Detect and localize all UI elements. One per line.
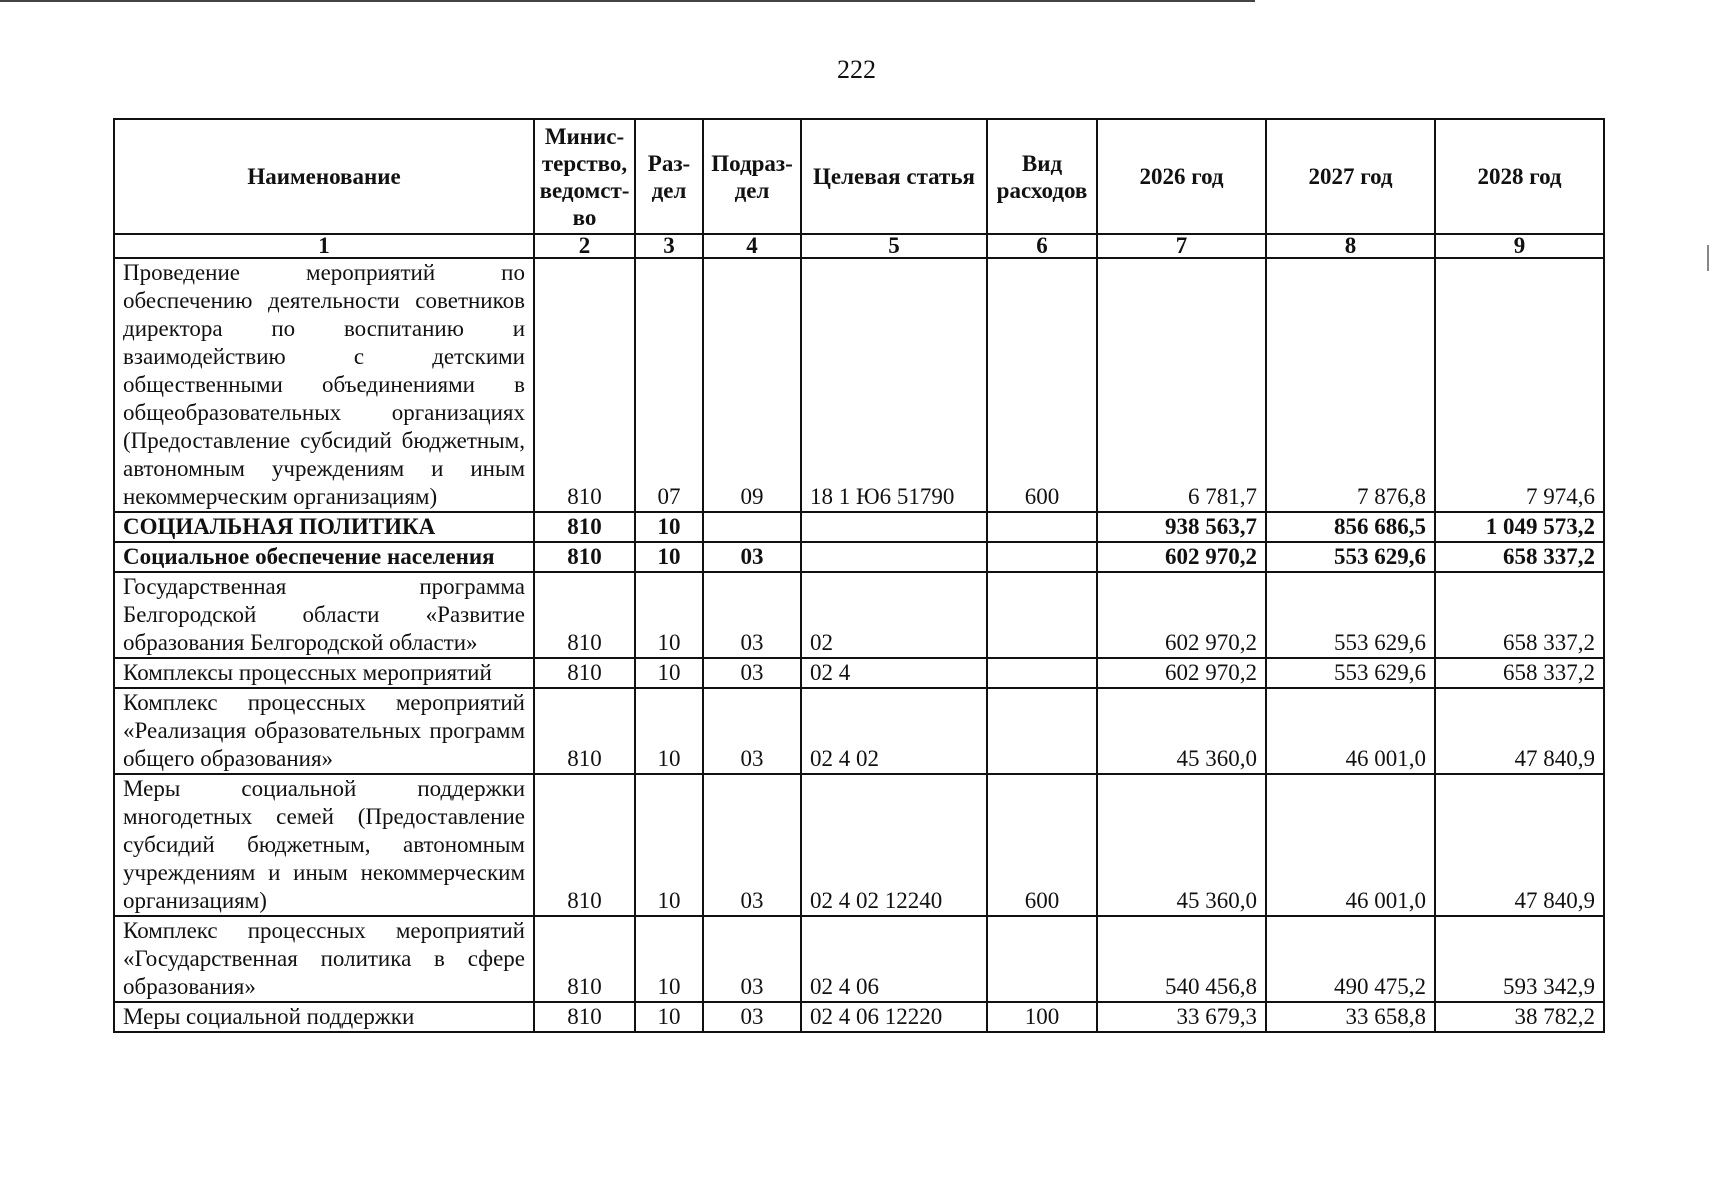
row-expense-type bbox=[987, 916, 1097, 1002]
page-number: 222 bbox=[837, 55, 876, 84]
column-number: 7 bbox=[1097, 234, 1266, 258]
row-target-article: 02 bbox=[801, 572, 987, 658]
row-amount-2028: 658 337,2 bbox=[1435, 658, 1604, 688]
row-amount-2028: 658 337,2 bbox=[1435, 542, 1604, 572]
row-subsection bbox=[703, 512, 801, 542]
row-amount-2026: 540 456,8 bbox=[1097, 916, 1266, 1002]
row-amount-2027: 553 629,6 bbox=[1266, 658, 1435, 688]
row-name: Меры социальной поддержки многодетных семей (Предоставление субсидий бюджетным, автономным учреждениям и иным некоммерческим организациям) bbox=[114, 774, 534, 916]
header-2026: 2026 год bbox=[1097, 119, 1266, 234]
header-row bbox=[114, 119, 1604, 234]
row-ministry: 810 bbox=[534, 512, 635, 542]
header-name: Наименование bbox=[114, 119, 534, 234]
column-number: 8 bbox=[1266, 234, 1435, 258]
column-number: 9 bbox=[1435, 234, 1604, 258]
row-amount-2026: 45 360,0 bbox=[1097, 774, 1266, 916]
row-subsection: 03 bbox=[703, 542, 801, 572]
row-amount-2028: 7 974,6 bbox=[1435, 258, 1604, 512]
row-ministry: 810 bbox=[534, 542, 635, 572]
row-amount-2027: 553 629,6 bbox=[1266, 572, 1435, 658]
row-name: Комплексы процессных мероприятий bbox=[114, 658, 534, 688]
row-amount-2027: 46 001,0 bbox=[1266, 774, 1435, 916]
row-amount-2028: 38 782,2 bbox=[1435, 1002, 1604, 1032]
row-section: 10 bbox=[635, 1002, 703, 1032]
row-subsection: 09 bbox=[703, 258, 801, 512]
column-number: 4 bbox=[703, 234, 801, 258]
row-expense-type bbox=[987, 688, 1097, 774]
budget-table bbox=[113, 118, 1605, 1033]
table-row bbox=[114, 542, 1604, 572]
row-name: Комплекс процессных мероприятий «Реализация образовательных программ общего образования» bbox=[114, 688, 534, 774]
table-row bbox=[114, 258, 1604, 512]
table-row bbox=[114, 1002, 1604, 1032]
column-number: 3 bbox=[635, 234, 703, 258]
row-ministry: 810 bbox=[534, 572, 635, 658]
row-target-article: 02 4 bbox=[801, 658, 987, 688]
row-name: Социальное обеспечение населения bbox=[114, 542, 534, 572]
row-ministry: 810 bbox=[534, 688, 635, 774]
row-amount-2027: 553 629,6 bbox=[1266, 542, 1435, 572]
scan-edge-line bbox=[0, 0, 1255, 2]
row-expense-type bbox=[987, 542, 1097, 572]
row-target-article: 18 1 Ю6 51790 bbox=[801, 258, 987, 512]
row-target-article: 02 4 06 bbox=[801, 916, 987, 1002]
table-row bbox=[114, 688, 1604, 774]
row-amount-2027: 46 001,0 bbox=[1266, 688, 1435, 774]
header-subsection: Подраз-дел bbox=[703, 119, 801, 234]
row-subsection: 03 bbox=[703, 774, 801, 916]
row-name: Меры социальной поддержки bbox=[114, 1002, 534, 1032]
column-number: 6 bbox=[987, 234, 1097, 258]
row-amount-2028: 658 337,2 bbox=[1435, 572, 1604, 658]
header-target: Целевая статья bbox=[801, 119, 987, 234]
row-subsection: 03 bbox=[703, 688, 801, 774]
row-expense-type bbox=[987, 658, 1097, 688]
column-number-row bbox=[114, 234, 1604, 258]
row-amount-2026: 602 970,2 bbox=[1097, 542, 1266, 572]
row-subsection: 03 bbox=[703, 916, 801, 1002]
row-section: 10 bbox=[635, 542, 703, 572]
row-target-article: 02 4 02 12240 bbox=[801, 774, 987, 916]
header-ministry: Минис-терство, ведомст-во bbox=[534, 119, 635, 234]
row-amount-2028: 1 049 573,2 bbox=[1435, 512, 1604, 542]
row-amount-2026: 602 970,2 bbox=[1097, 572, 1266, 658]
row-amount-2026: 45 360,0 bbox=[1097, 688, 1266, 774]
row-target-article bbox=[801, 512, 987, 542]
column-number: 2 bbox=[534, 234, 635, 258]
row-amount-2028: 47 840,9 bbox=[1435, 774, 1604, 916]
row-target-article: 02 4 02 bbox=[801, 688, 987, 774]
row-ministry: 810 bbox=[534, 258, 635, 512]
header-2028: 2028 год bbox=[1435, 119, 1604, 234]
row-expense-type: 100 bbox=[987, 1002, 1097, 1032]
row-expense-type: 600 bbox=[987, 258, 1097, 512]
row-ministry: 810 bbox=[534, 916, 635, 1002]
row-target-article: 02 4 06 12220 bbox=[801, 1002, 987, 1032]
row-amount-2026: 938 563,7 bbox=[1097, 512, 1266, 542]
row-subsection: 03 bbox=[703, 658, 801, 688]
row-amount-2027: 7 876,8 bbox=[1266, 258, 1435, 512]
row-section: 10 bbox=[635, 774, 703, 916]
table-row bbox=[114, 512, 1604, 542]
table-row bbox=[114, 572, 1604, 658]
table-row bbox=[114, 916, 1604, 1002]
header-expense-type: Вид расходов bbox=[987, 119, 1097, 234]
row-name: Комплекс процессных мероприятий «Государственная политика в сфере образования» bbox=[114, 916, 534, 1002]
scan-margin-mark bbox=[1707, 245, 1709, 271]
row-expense-type bbox=[987, 512, 1097, 542]
row-amount-2026: 6 781,7 bbox=[1097, 258, 1266, 512]
row-ministry: 810 bbox=[534, 774, 635, 916]
row-amount-2026: 33 679,3 bbox=[1097, 1002, 1266, 1032]
row-name: Проведение мероприятий по обеспечению деятельности советников директора по воспитанию и взаимодействию с детскими общественными объединениями в общеобразовательных организациях (Предоставление субсидий бюджетным, автономным учреждениям и иным некоммерческим организациям) bbox=[114, 258, 534, 512]
row-expense-type: 600 bbox=[987, 774, 1097, 916]
row-amount-2028: 593 342,9 bbox=[1435, 916, 1604, 1002]
column-number: 1 bbox=[114, 234, 534, 258]
row-amount-2027: 856 686,5 bbox=[1266, 512, 1435, 542]
row-subsection: 03 bbox=[703, 572, 801, 658]
row-expense-type bbox=[987, 572, 1097, 658]
row-section: 10 bbox=[635, 688, 703, 774]
row-amount-2026: 602 970,2 bbox=[1097, 658, 1266, 688]
row-amount-2028: 47 840,9 bbox=[1435, 688, 1604, 774]
table-row bbox=[114, 774, 1604, 916]
header-2027: 2027 год bbox=[1266, 119, 1435, 234]
table-row bbox=[114, 658, 1604, 688]
row-section: 10 bbox=[635, 916, 703, 1002]
row-section: 10 bbox=[635, 658, 703, 688]
row-name: СОЦИАЛЬНАЯ ПОЛИТИКА bbox=[114, 512, 534, 542]
row-subsection: 03 bbox=[703, 1002, 801, 1032]
row-section: 10 bbox=[635, 572, 703, 658]
row-section: 07 bbox=[635, 258, 703, 512]
row-ministry: 810 bbox=[534, 1002, 635, 1032]
row-amount-2027: 33 658,8 bbox=[1266, 1002, 1435, 1032]
row-ministry: 810 bbox=[534, 658, 635, 688]
row-section: 10 bbox=[635, 512, 703, 542]
row-name: Государственная программа Белгородской области «Развитие образования Белгородской области» bbox=[114, 572, 534, 658]
column-number: 5 bbox=[801, 234, 987, 258]
row-target-article bbox=[801, 542, 987, 572]
row-amount-2027: 490 475,2 bbox=[1266, 916, 1435, 1002]
header-section: Раз-дел bbox=[635, 119, 703, 234]
